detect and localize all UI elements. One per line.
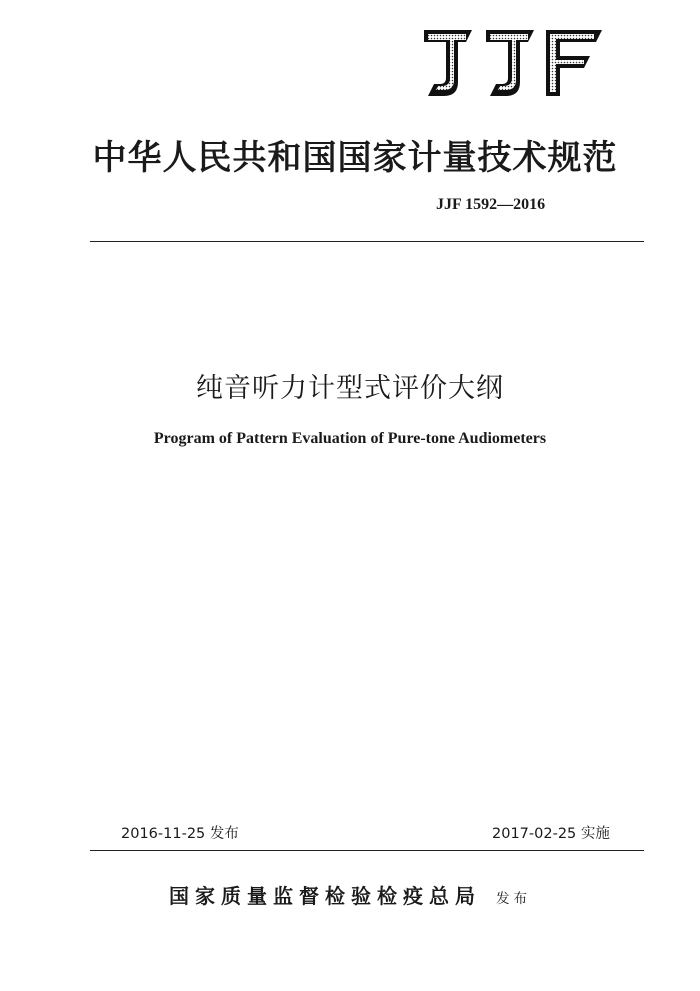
standard-type-title: 中华人民共和国国家计量技术规范 [92, 138, 618, 178]
top-divider [90, 241, 644, 242]
bottom-divider [90, 850, 644, 851]
publisher-name: 国家质量监督检验检疫总局 [168, 884, 481, 908]
document-title-cn: 纯音听力计型式评价大纲 [196, 373, 504, 404]
document-title-en: Program of Pattern Evaluation of Pure-tone Audiometers [153, 430, 547, 447]
publish-action: 发布 [496, 891, 532, 907]
standard-number: JJF 1592—2016 [436, 196, 546, 213]
implementation-date: 2017-02-25 实施 [492, 826, 610, 842]
jjf-logo [418, 22, 604, 102]
publisher-line [0, 880, 700, 909]
issue-date: 2016-11-25 发布 [121, 826, 239, 842]
